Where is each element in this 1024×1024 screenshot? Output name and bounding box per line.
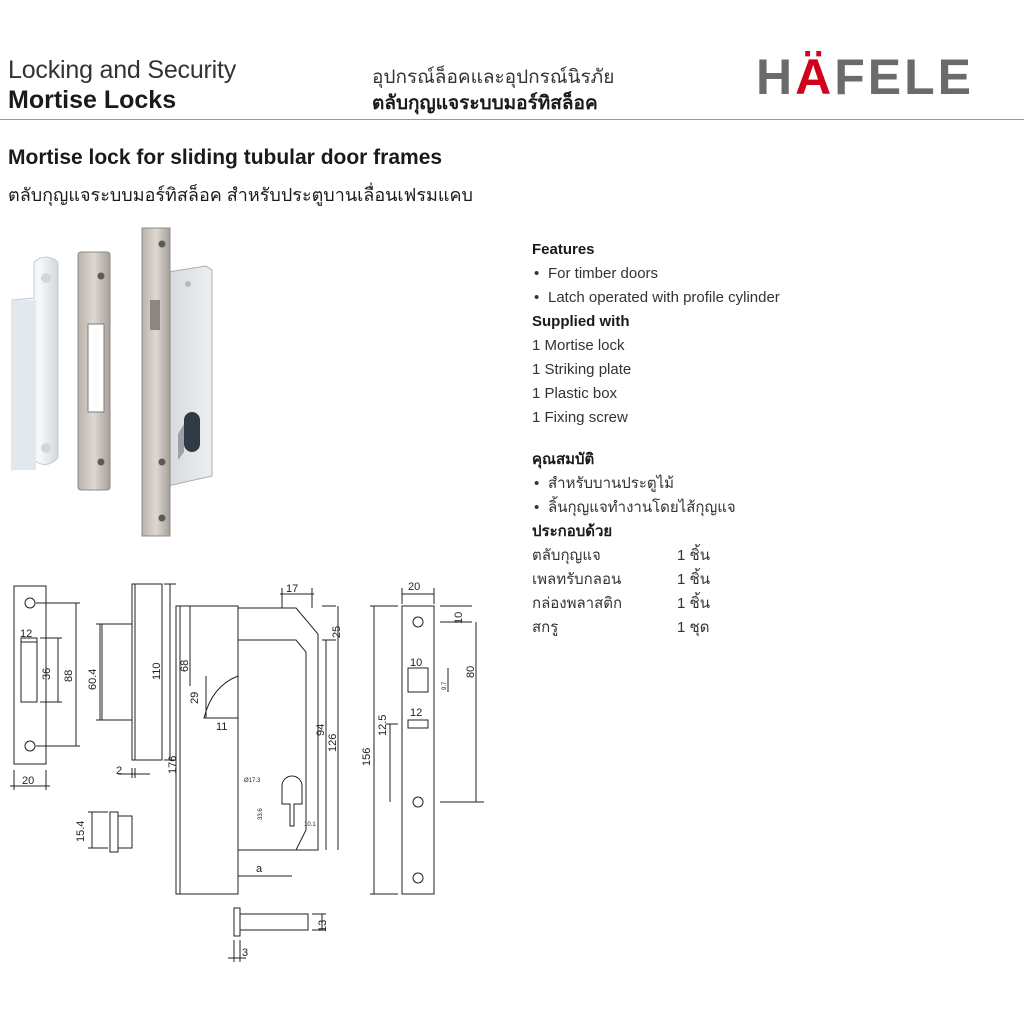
features-heading-thai: คุณสมบัติ <box>532 451 595 468</box>
plastic-box-image <box>12 257 58 470</box>
dim-backset: a <box>256 863 263 875</box>
dim-box-height: 110 <box>151 662 163 680</box>
feature-item-thai: • ลิ้นกุญแจทำงานโดยไส้กุญแจ <box>532 496 1012 520</box>
product-photo <box>12 228 212 536</box>
supplied-item: 1 Mortise lock <box>532 337 625 354</box>
dim-lock-top: 25 <box>331 625 343 638</box>
product-title-thai: ตลับกุญแจระบบมอร์ทิสล็อค สำหรับประตูบานเลื่อนเฟรมแคบ <box>8 185 473 205</box>
supplied-qty-thai: 1 ชิ้น <box>677 547 710 564</box>
supplied-name-thai: กล่องพลาสติก <box>532 595 623 612</box>
dim-face-width: 20 <box>408 581 421 593</box>
dim-lock-height: 176 <box>167 755 179 774</box>
dim-spindle-height: 13 <box>317 919 329 932</box>
dim-lock-latch-offset: 17 <box>286 583 299 595</box>
dim-strike-hole-spacing: 88 <box>63 669 75 682</box>
dim-face-top: 10 <box>453 611 465 624</box>
mortise-lock-drawing <box>176 588 338 894</box>
dim-spindle-head: 3 <box>242 947 249 959</box>
screw-drawing <box>88 812 132 852</box>
dim-face-holes: 80 <box>465 665 477 678</box>
subcategory-title: Mortise Locks <box>8 86 177 114</box>
plastic-box-drawing <box>96 584 176 778</box>
dim-lock-latch-height: 29 <box>189 691 201 704</box>
dim-lock-case-height: 126 <box>327 733 339 752</box>
supplied-qty-thai: 1 ชุด <box>677 619 710 636</box>
hafele-logo: HÄFELE <box>756 49 975 105</box>
dim-cyl-b: 10.1 <box>304 822 316 828</box>
feature-item: • For timber doors <box>532 262 1012 286</box>
product-title: Mortise lock for sliding tubular door frames <box>8 146 443 169</box>
dim-strike-opening-height: 36 <box>41 667 53 680</box>
dim-face-latch-width: 12 <box>410 707 423 719</box>
dim-face-height: 156 <box>361 747 373 766</box>
dim-cyl-diameter: Ø17.3 <box>244 778 261 784</box>
dim-box-flange: 2 <box>116 765 123 777</box>
supplied-item: 1 Fixing screw <box>532 409 628 426</box>
dim-screw-diameter: 15.4 <box>75 820 87 842</box>
dim-strike-opening-width: 12 <box>20 628 33 640</box>
dim-face-latch-offset: 12.5 <box>377 714 389 736</box>
striking-plate-image <box>78 252 110 490</box>
supplied-name-thai: เพลทรับกลอน <box>532 571 622 588</box>
striking-plate-drawing <box>10 586 80 790</box>
features-heading: Features <box>532 241 595 258</box>
dim-face-square: 10 <box>410 657 423 669</box>
supplied-qty-thai: 1 ชิ้น <box>677 595 710 612</box>
dim-lock-center: 94 <box>315 723 327 736</box>
supplied-name-thai: ตลับกุญแจ <box>532 547 601 564</box>
mortise-lock-image <box>142 228 212 536</box>
dim-lock-latch-drop: 68 <box>179 659 191 672</box>
dim-strike-width: 20 <box>22 775 35 787</box>
dim-cyl-a: 33.6 <box>258 808 264 820</box>
dim-lock-latch-projection: 11 <box>216 721 228 733</box>
feature-item: • Latch operated with profile cylinder <box>532 286 1012 310</box>
subcategory-title-thai: ตลับกุญแจระบบมอร์ทิสล็อค <box>372 93 598 114</box>
supplied-item: 1 Striking plate <box>532 361 632 378</box>
supplied-heading-thai: ประกอบด้วย <box>532 523 613 540</box>
faceplate-drawing <box>370 588 484 894</box>
category-title-thai: อุปกรณ์ล็อคและอุปกรณ์นิรภัย <box>372 67 615 88</box>
supplied-heading: Supplied with <box>532 313 630 330</box>
dim-face-square-small: 9.7 <box>442 681 448 690</box>
supplied-name-thai: สกรู <box>532 619 559 636</box>
supplied-item: 1 Plastic box <box>532 385 618 402</box>
dim-box-depth: 60.4 <box>87 668 99 690</box>
category-title: Locking and Security <box>8 56 237 84</box>
supplied-qty-thai: 1 ชิ้น <box>677 571 710 588</box>
feature-item-thai: • สำหรับบานประตูไม้ <box>532 472 1012 496</box>
